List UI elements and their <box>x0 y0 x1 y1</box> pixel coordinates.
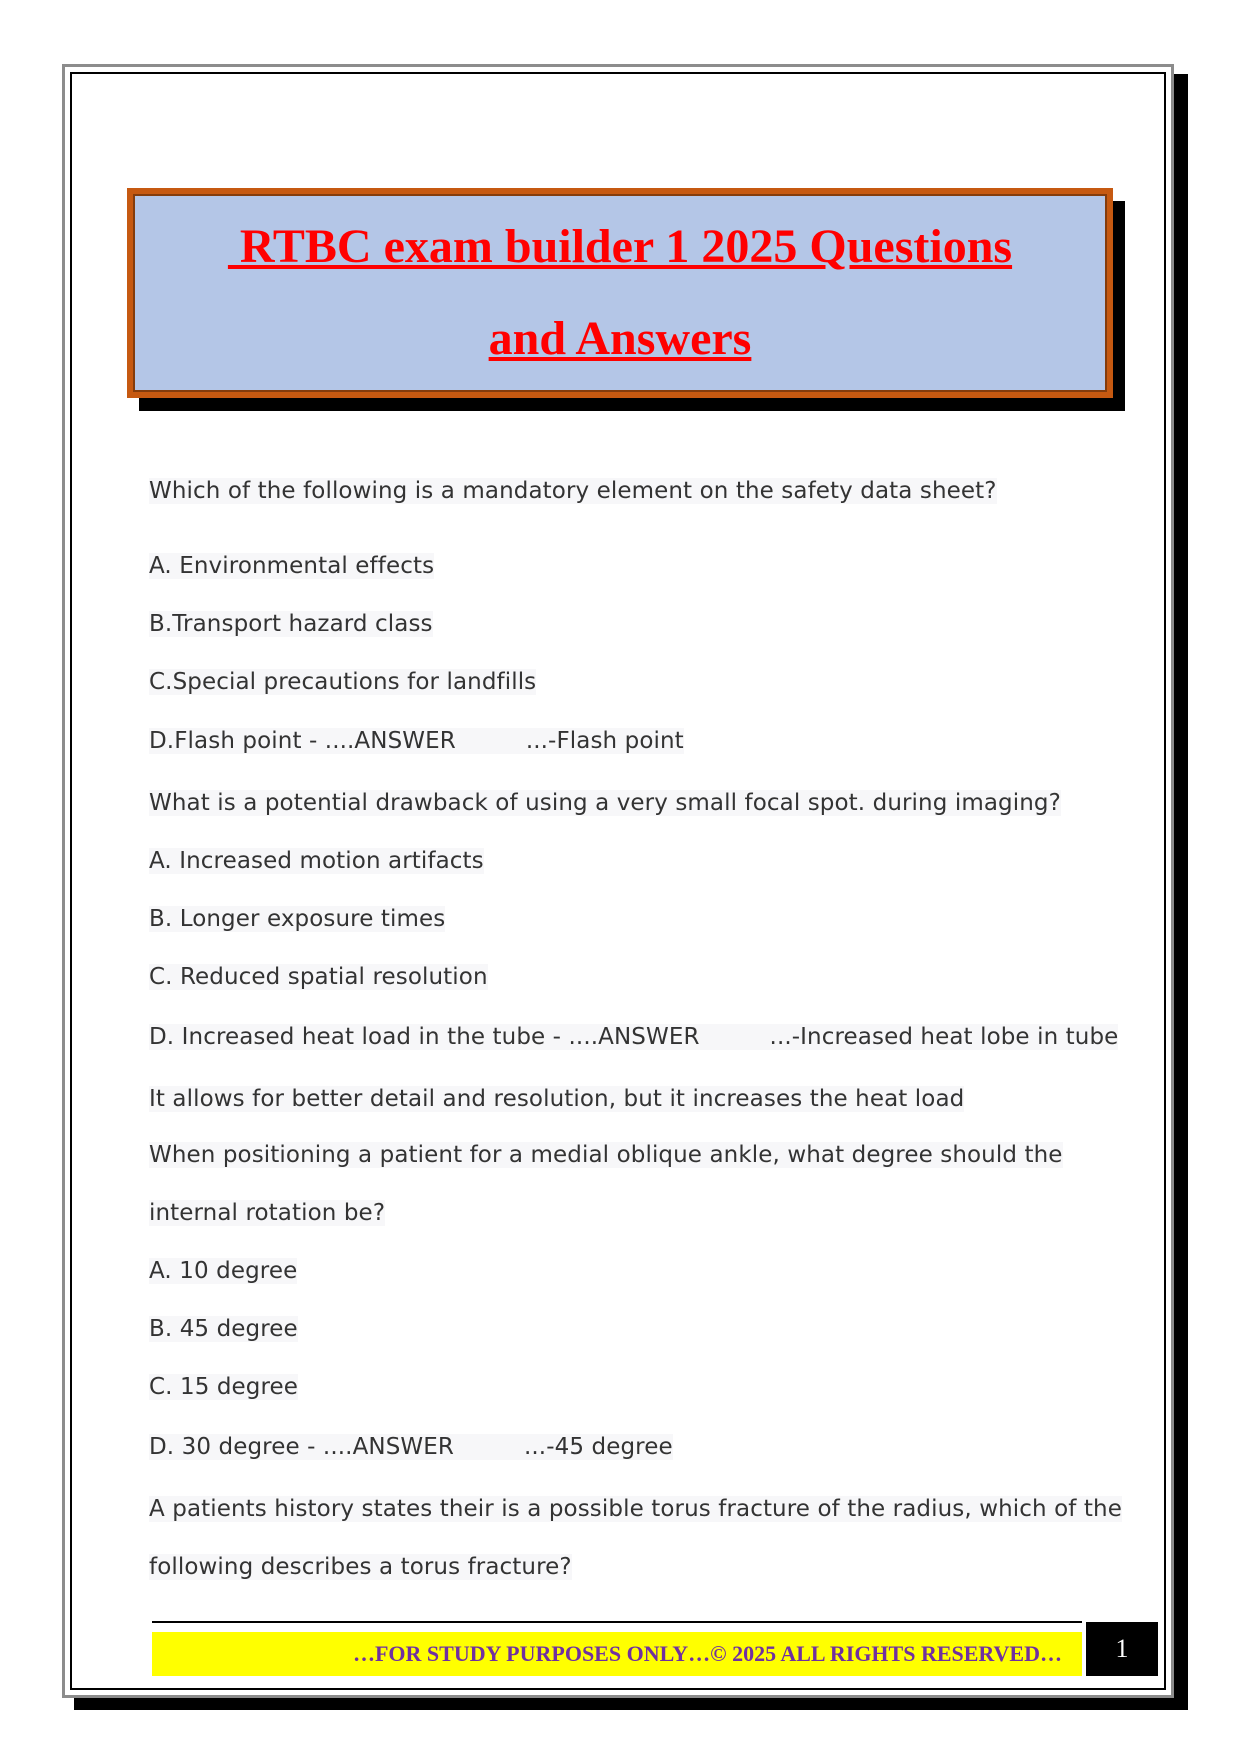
answer-option: B. Longer exposure times <box>149 906 446 932</box>
answer-option: C. Reduced spatial resolution <box>149 964 488 990</box>
correct-answer: ...-Flash point <box>525 728 684 754</box>
answer-option: B. 45 degree <box>149 1316 298 1342</box>
footer-text: …FOR STUDY PURPOSES ONLY…© 2025 ALL RIGHTS RESERVED… <box>352 1641 1062 1666</box>
correct-answer: ...-Increased heat lobe in tube <box>769 1024 1119 1050</box>
question-text: A patients history states their is a possible torus fracture of the radius, which of the <box>149 1496 1122 1522</box>
question-text: What is a potential drawback of using a very small focal spot. during imaging? <box>149 790 1061 816</box>
footer-rule <box>152 1621 1082 1623</box>
answer-line <box>149 1024 1118 1050</box>
question-text: When positioning a patient for a medial oblique ankle, what degree should the <box>149 1142 1063 1168</box>
correct-answer: ...-45 degree <box>523 1434 673 1460</box>
answer-option: D. 30 degree - ....ANSWER <box>149 1434 454 1460</box>
title-line-2: and Answers <box>488 312 752 365</box>
title-line-1: RTBC exam builder 1 2025 Questions <box>227 220 1013 273</box>
answer-option: A. Environmental effects <box>149 553 435 579</box>
answer-option: C. 15 degree <box>149 1374 299 1400</box>
answer-option: D. Increased heat load in the tube - ....ANSWER <box>149 1024 700 1050</box>
explanation-text: It allows for better detail and resolution, but it increases the heat load <box>149 1086 965 1112</box>
answer-option: A. 10 degree <box>149 1258 298 1284</box>
answer-option: B.Transport hazard class <box>149 611 433 637</box>
question-text: Which of the following is a mandatory element on the safety data sheet? <box>149 478 997 504</box>
question-text: following describes a torus fracture? <box>149 1554 572 1580</box>
answer-line <box>149 1434 673 1460</box>
page-number: 1 <box>1086 1622 1158 1676</box>
question-text: internal rotation be? <box>149 1200 386 1226</box>
footer-band <box>152 1632 1082 1676</box>
answer-option: A. Increased motion artifacts <box>149 848 484 874</box>
answer-option: D.Flash point - ....ANSWER <box>149 728 456 754</box>
answer-line <box>149 728 684 754</box>
answer-option: C.Special precautions for landfills <box>149 669 537 695</box>
title-box <box>127 188 1113 398</box>
